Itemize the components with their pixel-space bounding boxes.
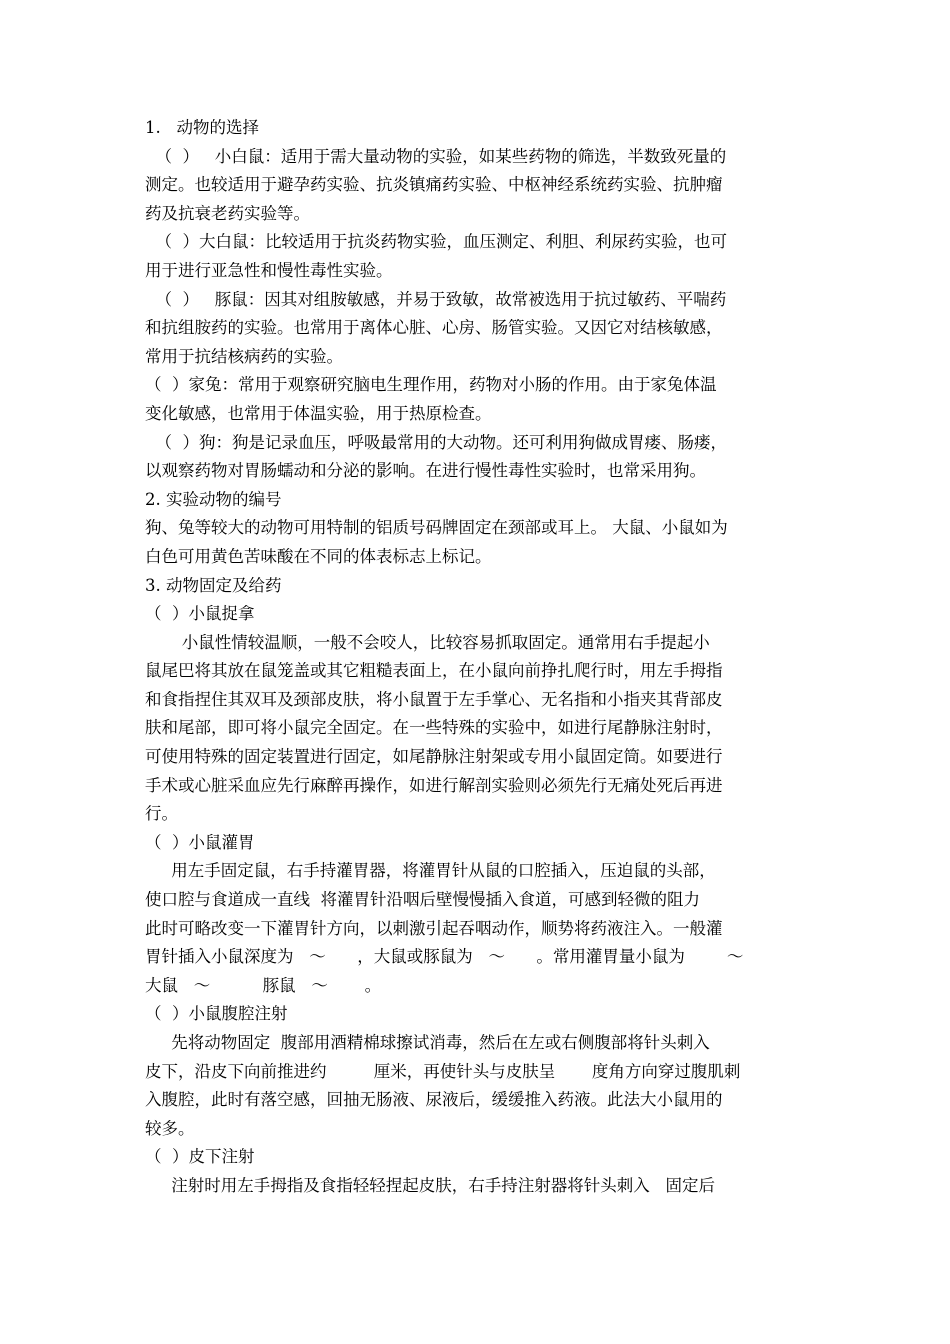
- text-line: 以观察药物对胃肠蠕动和分泌的影响。在进行慢性毒性实验时，也常采用狗。: [145, 461, 706, 481]
- text-line: 较多。: [145, 1118, 195, 1138]
- text-line: 入腹腔，此时有落空感，回抽无肠液、尿液后，缓缓推入药液。此法大小鼠用的: [145, 1090, 723, 1110]
- text-line: 常用于抗结核病药的实验。: [145, 346, 343, 366]
- text-line: 和抗组胺药的实验。也常用于离体心脏、心房、肠管实验。又因它对结核敏感，: [145, 318, 723, 338]
- text-line: 3. 动物固定及给药: [145, 575, 282, 595]
- text-line: 1. 动物的选择: [145, 118, 259, 137]
- text-line: （ ）家兔：常用于观察研究脑电生理作用，药物对小肠的作用。由于家兔体温: [145, 375, 717, 395]
- text-line: 注射时用左手拇指及食指轻轻捏起皮肤，右手持注射器将针头刺入 固定后: [145, 1175, 715, 1195]
- text-line: 行。: [145, 804, 178, 824]
- text-line: （ ）大白鼠：比较适用于抗炎药物实验，血压测定、利胆、利尿药实验，也可: [145, 232, 727, 252]
- text-line: （ ）小鼠灌胃: [145, 832, 255, 852]
- text-line: 先将动物固定 腹部用酒精棉球擦试消毒，然后在左或右侧腹部将针头刺入: [145, 1033, 710, 1052]
- text-line: 白色可用黄色苦味酸在不同的体表标志上标记。: [145, 546, 492, 566]
- text-line: 2. 实验动物的编号: [145, 489, 282, 509]
- text-line: （ ） 豚鼠：因其对组胺敏感，并易于致敏，故常被选用于抗过敏药、平喘药: [145, 289, 727, 309]
- text-line: 大鼠 ～ 豚鼠 ～ 。: [145, 975, 382, 995]
- text-line: 用于进行亚急性和慢性毒性实验。: [145, 260, 393, 280]
- text-line: 药及抗衰老药实验等。: [145, 203, 310, 223]
- text-line: 用左手固定鼠，右手持灌胃器，将灌胃针从鼠的口腔插入，压迫鼠的头部，: [145, 861, 716, 881]
- text-line: 可使用特殊的固定装置进行固定，如尾静脉注射架或专用小鼠固定筒。如要进行: [145, 747, 723, 767]
- text-line: 手术或心脏采血应先行麻醉再操作，如进行解剖实验则必须先行无痛处死后再进: [145, 775, 723, 795]
- text-line: 和食指捏住其双耳及颈部皮肤，将小鼠置于左手掌心、无名指和小指夹其背部皮: [145, 689, 723, 709]
- text-line: （ ）小鼠腹腔注射: [145, 1004, 288, 1024]
- document-page: [145, 114, 807, 1201]
- text-line: （ ）皮下注射: [145, 1147, 255, 1167]
- text-line: （ ）小鼠捉拿: [145, 604, 255, 624]
- text-line: 变化敏感，也常用于体温实验，用于热原检查。: [145, 403, 492, 423]
- text-line: 肤和尾部，即可将小鼠完全固定。在一些特殊的实验中，如进行尾静脉注射时，: [145, 718, 723, 738]
- text-line: 胃针插入小鼠深度为 ～ ，大鼠或豚鼠为 ～ 。常用灌胃量小鼠为 ～: [145, 947, 744, 967]
- text-line: 此时可略改变一下灌胃针方向，以刺激引起吞咽动作，顺势将药液注入。一般灌: [145, 918, 723, 938]
- text-line: 皮下，沿皮下向前推进约 厘米，再使针头与皮肤呈 度角方向穿过腹肌刺: [145, 1061, 741, 1081]
- text-line: （ ） 小白鼠：适用于需大量动物的实验，如某些药物的筛选，半数致死量的: [145, 146, 727, 166]
- text-line: 鼠尾巴将其放在鼠笼盖或其它粗糙表面上，在小鼠向前挣扎爬行时，用左手拇指: [145, 661, 723, 681]
- text-line: （ ）狗：狗是记录血压，呼吸最常用的大动物。还可利用狗做成胃瘘、肠瘘，: [145, 432, 727, 452]
- text-line: 小鼠性情较温顺，一般不会咬人，比较容易抓取固定。通常用右手提起小: [145, 632, 710, 652]
- text-line: 使口腔与食道成一直线 将灌胃针沿咽后壁慢慢插入食道，可感到轻微的阻力: [145, 890, 700, 910]
- text-line: 狗、兔等较大的动物可用特制的铝质号码牌固定在颈部或耳上。 大鼠、小鼠如为: [145, 518, 728, 538]
- text-line: 测定。也较适用于避孕药实验、抗炎镇痛药实验、中枢神经系统药实验、抗肿瘤: [145, 175, 723, 195]
